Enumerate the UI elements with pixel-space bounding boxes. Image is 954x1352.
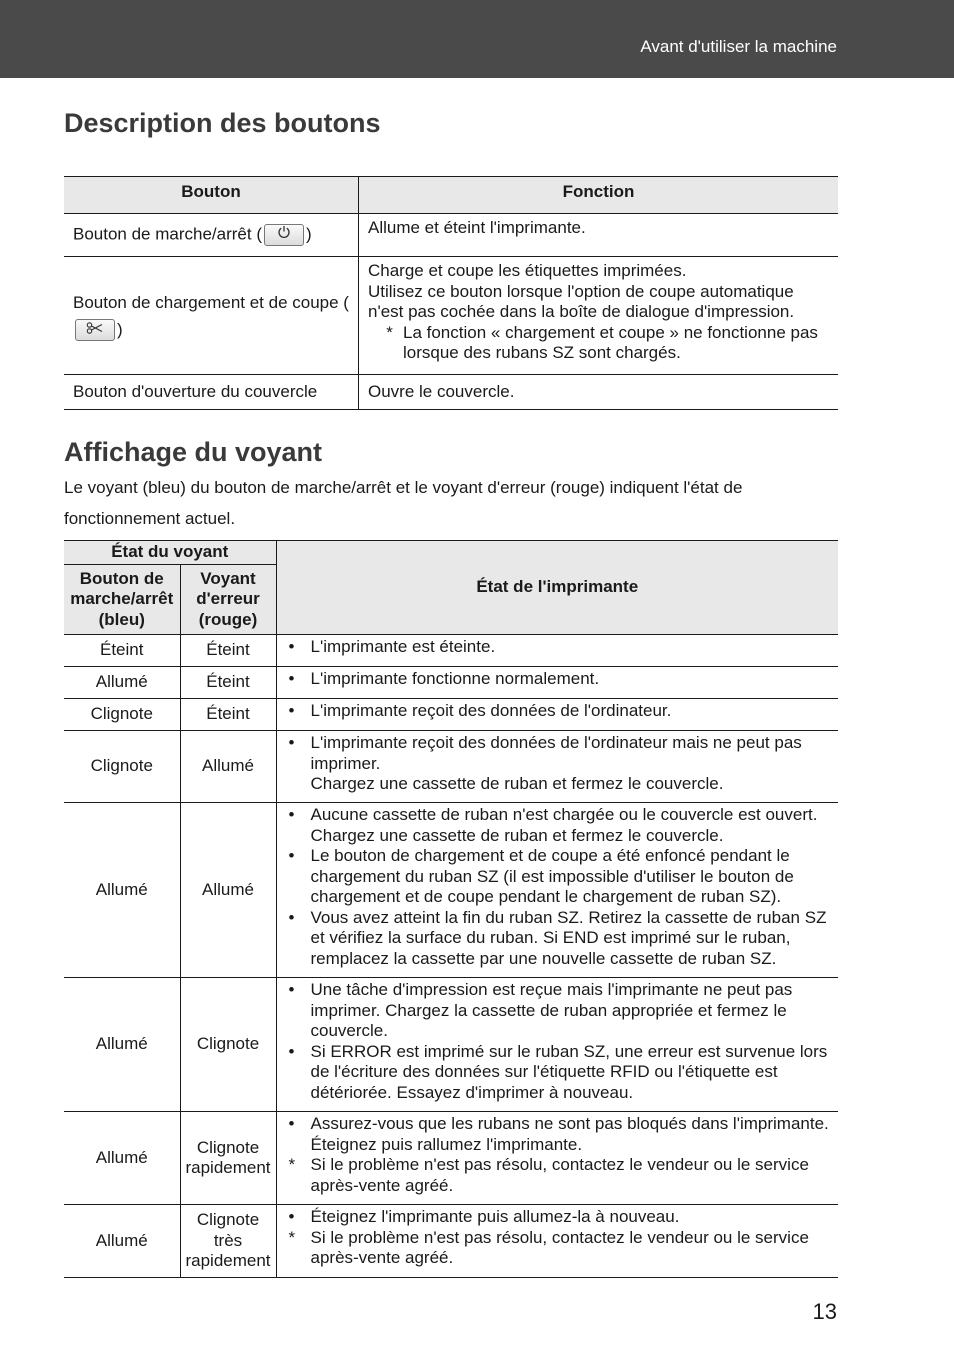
state-text-block xyxy=(311,980,831,1042)
printer-state-cell xyxy=(276,978,838,1112)
table-row xyxy=(64,803,838,978)
bullet-marker: • xyxy=(288,805,295,824)
table-row xyxy=(64,731,838,803)
state-text-block xyxy=(311,637,831,658)
state-text-extra: Chargez une cassette de ruban et fermez le couvercle. xyxy=(310,825,724,845)
page-number: 13 xyxy=(812,1299,837,1324)
table-row xyxy=(64,257,838,375)
buttons-table xyxy=(64,176,838,410)
state-text: Vous avez atteint la fin du ruban SZ. Retirez la cassette de ruban SZ et vérifiez la surface du ruban. Si END est imprimé sur le ruban, remplacez la cassette par une nouvelle cassette de ruban SZ. xyxy=(310,907,827,968)
button-cell xyxy=(64,257,359,375)
printer-state-cell xyxy=(276,667,838,699)
section-title-indicator: Affichage du voyant xyxy=(64,437,323,467)
state-text: Si ERROR est imprimé sur le ruban SZ, une erreur est survenue lors de l'écriture des données sur l'étiquette RFID ou l'étiquette est détériorée. Essayez d'imprimer à nouveau. xyxy=(310,1041,828,1102)
state-text-extra: Chargez une cassette de ruban et fermez le couvercle. xyxy=(310,774,724,793)
state-text-block xyxy=(311,669,831,690)
state-text-block xyxy=(311,1228,831,1269)
function-line: Charge et coupe les étiquettes imprimées. xyxy=(368,261,687,280)
state-text: Une tâche d'impression est reçue mais l'imprimante ne peut pas imprimer. Chargez la cassette de ruban appropriée et fermez le couvercle. xyxy=(310,980,793,1040)
function-cell: Allume et éteint l'imprimante. xyxy=(359,214,839,257)
scissors-icon xyxy=(75,319,115,341)
error-state-cell: Allumé xyxy=(180,803,276,978)
error-state-cell: Clignote rapidement xyxy=(180,1112,276,1205)
note-text: La fonction « chargement et coupe » ne fonctionne pas lorsque des rubans SZ sont chargés. xyxy=(403,322,818,362)
state-text: Éteignez l'imprimante puis allumez-la à nouveau. xyxy=(310,1207,680,1226)
button-cell: Bouton d'ouverture du couvercle xyxy=(64,375,359,410)
function-line: Utilisez ce bouton lorsque l'option de coupe automatique n'est pas cochée dans la boîte de dialogue d'impression. xyxy=(368,281,795,321)
header-title: Avant d'utiliser la machine xyxy=(640,37,837,56)
page-header xyxy=(0,0,954,78)
error-state-cell: Éteint xyxy=(180,635,276,667)
state-text: L'imprimante est éteinte. xyxy=(310,637,496,656)
state-text: Aucune cassette de ruban n'est chargée ou le couvercle est ouvert. xyxy=(310,805,818,824)
header-indicator-state: État du voyant xyxy=(64,541,276,565)
state-text: Le bouton de chargement et de coupe a été enfoncé pendant le chargement du ruban SZ (il est impossible d'utiliser le bouton de chargement et de coupe pendant le chargement de ruban SZ). xyxy=(310,846,794,906)
state-text: Assurez-vous que les rubans ne sont pas bloqués dans l'imprimante. xyxy=(310,1114,829,1133)
state-item xyxy=(287,637,831,658)
error-state-cell: Éteint xyxy=(180,667,276,699)
bullet-marker: • xyxy=(288,1114,295,1133)
state-item xyxy=(287,1228,831,1269)
header-power-button: Bouton de marche/arrêt (bleu) xyxy=(64,565,180,635)
error-state-cell: Clignote xyxy=(180,978,276,1112)
power-state-cell: Allumé xyxy=(64,1205,180,1278)
power-state-cell: Allumé xyxy=(64,667,180,699)
bullet-marker: • xyxy=(288,1207,295,1226)
state-text: L'imprimante fonctionne normalement. xyxy=(310,669,600,688)
table-row xyxy=(64,375,838,410)
button-name: Bouton de chargement et de coupe ( xyxy=(73,292,349,312)
button-name: Bouton de marche/arrêt ( xyxy=(73,224,262,244)
intro-paragraph: Le voyant (bleu) du bouton de marche/arrêt et le voyant d'erreur (rouge) indiquent l'état de fonctionnement actuel. xyxy=(64,478,743,528)
function-note xyxy=(368,323,829,364)
power-state-cell: Clignote xyxy=(64,731,180,803)
power-icon xyxy=(264,224,304,246)
state-item xyxy=(287,1114,831,1155)
state-text-block xyxy=(311,805,831,846)
button-name-end: ) xyxy=(305,224,312,244)
table-row xyxy=(64,635,838,667)
state-item xyxy=(287,669,831,690)
bullet-marker: * xyxy=(288,1227,296,1247)
table-header-row xyxy=(64,541,838,565)
state-item xyxy=(287,1155,831,1196)
printer-state-cell xyxy=(276,699,838,731)
table-row xyxy=(64,1205,838,1278)
printer-state-cell xyxy=(276,731,838,803)
state-text-block xyxy=(311,908,831,970)
printer-state-cell xyxy=(276,1205,838,1278)
power-state-cell: Allumé xyxy=(64,803,180,978)
bullet-marker: • xyxy=(288,733,295,752)
printer-state-cell xyxy=(276,635,838,667)
bullet-marker: * xyxy=(288,1155,296,1174)
error-state-cell: Éteint xyxy=(180,699,276,731)
state-item xyxy=(287,733,831,795)
header-printer-state: État de l'imprimante xyxy=(276,541,838,635)
note-marker: * xyxy=(386,322,393,342)
printer-state-cell xyxy=(276,1112,838,1205)
state-text-block xyxy=(311,1042,831,1104)
button-cell xyxy=(64,214,359,257)
state-text-block xyxy=(311,846,831,908)
function-cell: Ouvre le couvercle. xyxy=(359,375,839,410)
state-text-extra: Éteignez puis rallumez l'imprimante. xyxy=(310,1134,583,1154)
state-text-block xyxy=(311,1207,831,1228)
power-state-cell: Éteint xyxy=(64,635,180,667)
printer-state-cell xyxy=(276,803,838,978)
function-cell xyxy=(359,257,839,375)
state-item xyxy=(287,980,831,1042)
state-text: Si le problème n'est pas résolu, contactez le vendeur ou le service après-vente agréé. xyxy=(310,1155,809,1195)
bullet-marker: • xyxy=(288,701,295,720)
header-error-indicator: Voyant d'erreur (rouge) xyxy=(180,565,276,635)
indicator-table xyxy=(64,540,838,1278)
state-text-block xyxy=(311,1155,831,1196)
button-name-end: ) xyxy=(117,319,123,339)
bullet-marker: • xyxy=(288,669,295,688)
power-state-cell: Allumé xyxy=(64,978,180,1112)
power-state-cell: Allumé xyxy=(64,1112,180,1205)
table-row xyxy=(64,699,838,731)
state-text: Si le problème n'est pas résolu, contactez le vendeur ou le service après-vente agréé. xyxy=(310,1227,809,1267)
power-state-cell: Clignote xyxy=(64,699,180,731)
bullet-marker: • xyxy=(288,1041,295,1061)
state-text-block xyxy=(311,701,831,722)
bullet-marker: • xyxy=(288,637,295,656)
state-item xyxy=(287,1042,831,1104)
error-state-cell: Clignote très rapidement xyxy=(180,1205,276,1278)
state-text-block xyxy=(311,733,831,795)
column-header-button: Bouton xyxy=(64,177,359,214)
state-text: L'imprimante reçoit des données de l'ordinateur. xyxy=(310,701,672,720)
column-header-function: Fonction xyxy=(359,177,839,214)
table-row xyxy=(64,978,838,1112)
error-state-cell: Allumé xyxy=(180,731,276,803)
bullet-marker: • xyxy=(288,907,295,927)
state-item xyxy=(287,846,831,908)
state-item xyxy=(287,701,831,722)
bullet-marker: • xyxy=(288,846,295,865)
state-text: L'imprimante reçoit des données de l'ordinateur mais ne peut pas imprimer. xyxy=(310,733,802,773)
table-header-row xyxy=(64,177,838,214)
state-item xyxy=(287,908,831,970)
table-row xyxy=(64,214,838,257)
section-title-buttons: Description des boutons xyxy=(64,108,381,138)
table-row xyxy=(64,667,838,699)
state-text-block xyxy=(311,1114,831,1155)
state-item xyxy=(287,1207,831,1228)
bullet-marker: • xyxy=(288,980,295,999)
table-row xyxy=(64,1112,838,1205)
state-item xyxy=(287,805,831,846)
